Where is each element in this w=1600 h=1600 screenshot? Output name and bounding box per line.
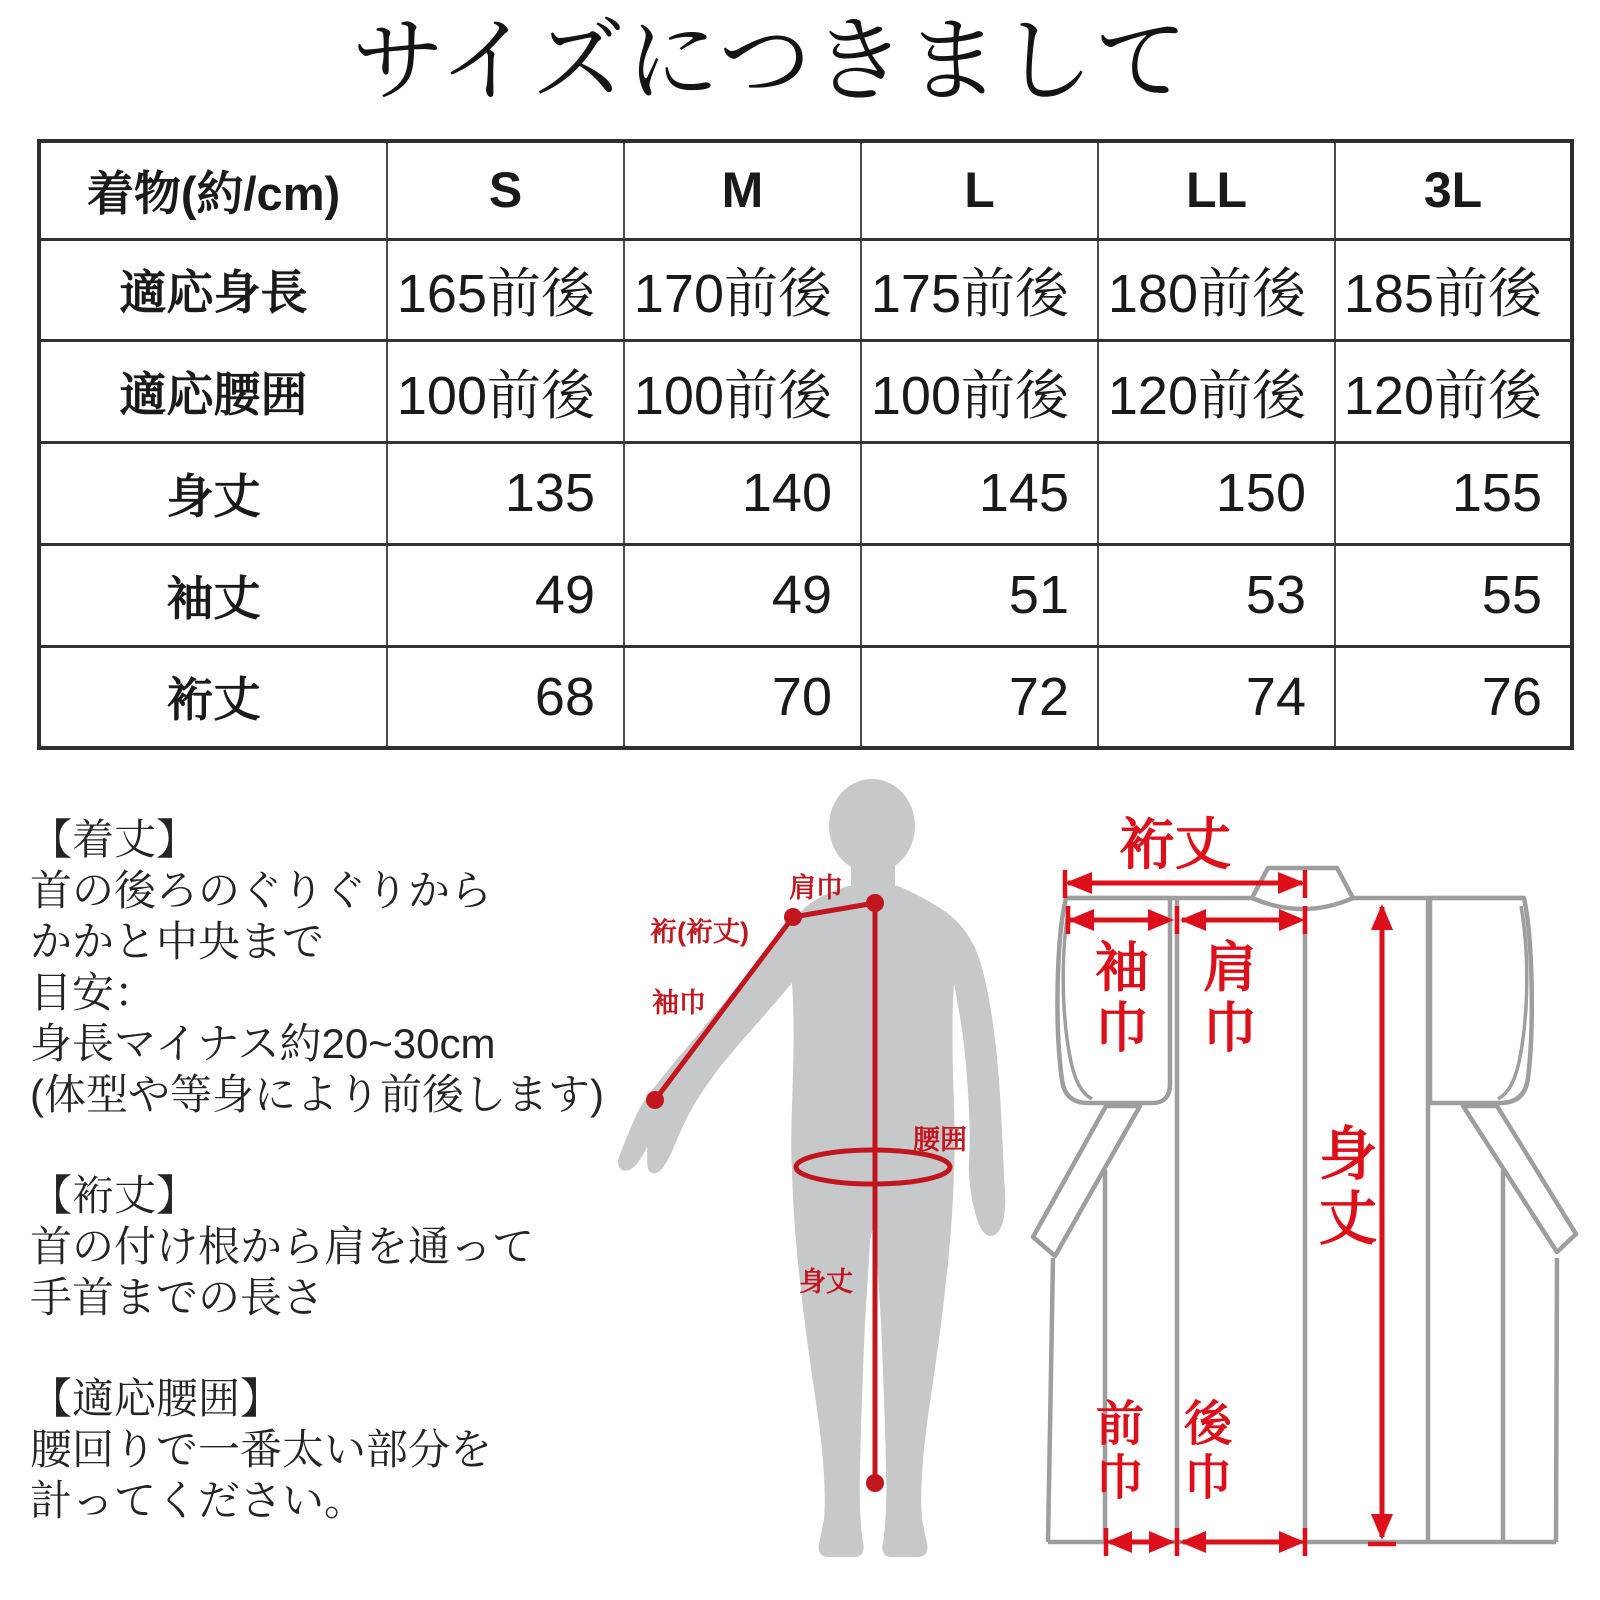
size-value-cell: 100前後 xyxy=(387,341,624,443)
size-value-cell: 155 xyxy=(1335,443,1572,545)
kimono-collar xyxy=(1252,868,1353,909)
size-value-cell: 51 xyxy=(861,544,1098,646)
page-title: サイズにつきまして xyxy=(351,11,1189,114)
unit-header-cell: 着物(約/cm) xyxy=(39,141,387,239)
size-value-cell: 145 xyxy=(861,443,1098,545)
size-value-cell: 100前後 xyxy=(624,341,861,443)
size-value-cell: 180前後 xyxy=(1098,239,1335,341)
kimono-right-collar-strip xyxy=(1463,1106,1576,1252)
row-label-cell: 適応身長 xyxy=(39,239,387,341)
figure-yuki-label: 裄(裄丈) xyxy=(650,917,749,947)
size-value-cell: 135 xyxy=(387,443,624,545)
size-value-cell: 170前後 xyxy=(624,239,861,341)
size-value-cell: 100前後 xyxy=(861,341,1098,443)
figure-body-length-label: 身丈 xyxy=(799,1267,853,1297)
size-value-cell: 49 xyxy=(387,544,624,646)
note-line: (体型や等身により前後します) xyxy=(30,1071,604,1118)
note-heading: 【着丈】 xyxy=(30,816,199,863)
size-value-cell: 175前後 xyxy=(861,239,1098,341)
kimono-back-width-label: 後巾 xyxy=(1183,1398,1233,1505)
heel-point-dot xyxy=(866,1474,884,1492)
size-value-cell: 70 xyxy=(624,646,861,748)
size-column-header: S xyxy=(387,141,624,239)
size-value-cell: 72 xyxy=(861,646,1098,748)
figure-neck xyxy=(851,845,895,893)
size-value-cell: 68 xyxy=(387,646,624,748)
size-value-cell: 120前後 xyxy=(1335,341,1572,443)
kimono-yuki-length-label: 裄丈 xyxy=(1119,813,1231,876)
size-value-cell: 150 xyxy=(1098,443,1335,545)
size-column-header: 3L xyxy=(1335,141,1572,239)
row-label-cell: 適応腰囲 xyxy=(39,341,387,443)
row-label-cell: 身丈 xyxy=(39,443,387,545)
figure-waist-label: 腰囲 xyxy=(913,1125,967,1155)
kimono-shoulder-width-label: 肩巾 xyxy=(1203,938,1257,1059)
row-label-cell: 袖丈 xyxy=(39,544,387,646)
size-value-cell: 140 xyxy=(624,443,861,545)
body-measure-figure xyxy=(618,779,1005,1557)
figure-shoulder-width-label: 肩巾 xyxy=(789,873,843,903)
kimono-sleeve-width-label: 袖巾 xyxy=(1095,938,1149,1059)
kimono-body-length-label: 身丈 xyxy=(1318,1122,1378,1252)
size-column-header: L xyxy=(861,141,1098,239)
note-line: 腰回りで一番太い部分を xyxy=(30,1426,493,1473)
size-value-cell: 74 xyxy=(1098,646,1335,748)
kimono-diagram xyxy=(1033,813,1576,1556)
size-column-header: M xyxy=(624,141,861,239)
size-value-cell: 120前後 xyxy=(1098,341,1335,443)
note-line: 首の付け根から肩を通って xyxy=(30,1223,535,1270)
note-line: かかと中央まで xyxy=(30,918,325,965)
size-value-cell: 185前後 xyxy=(1335,239,1572,341)
size-value-cell: 165前後 xyxy=(387,239,624,341)
neck-point-dot xyxy=(866,894,884,912)
note-line: 首の後ろのぐりぐりから xyxy=(30,867,493,914)
kimono-front-width-label: 前巾 xyxy=(1095,1398,1145,1505)
note-line: 計ってください。 xyxy=(30,1477,367,1524)
size-value-cell: 49 xyxy=(624,544,861,646)
size-value-cell: 55 xyxy=(1335,544,1572,646)
note-line: 身長マイナス約20~30cm xyxy=(30,1020,496,1067)
note-heading: 【裄丈】 xyxy=(30,1172,199,1219)
note-line: 手首までの長さ xyxy=(30,1274,325,1321)
size-column-header: LL xyxy=(1098,141,1335,239)
kimono-left-collar-strip xyxy=(1033,1106,1140,1256)
figure-sleeve-width-label: 袖巾 xyxy=(652,988,706,1018)
note-heading: 【適応腰囲】 xyxy=(30,1375,283,1422)
size-value-cell: 53 xyxy=(1098,544,1335,646)
figure-body xyxy=(618,886,1005,1557)
size-value-cell: 76 xyxy=(1335,646,1572,748)
row-label-cell: 裄丈 xyxy=(39,646,387,748)
shoulder-point-dot xyxy=(784,908,802,926)
wrist-point-dot xyxy=(646,1091,664,1109)
note-line: 目安： xyxy=(30,969,157,1016)
